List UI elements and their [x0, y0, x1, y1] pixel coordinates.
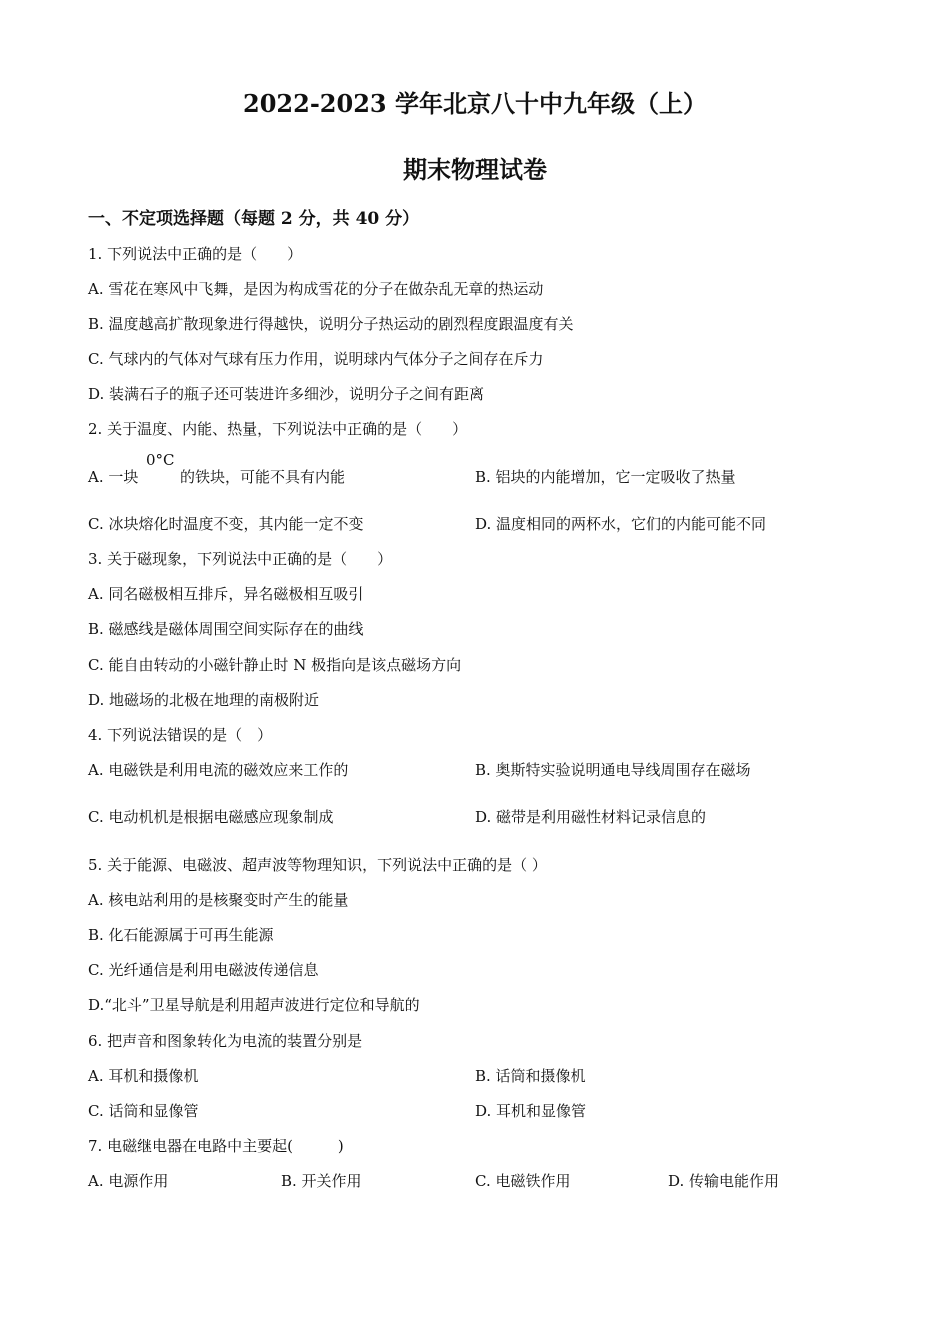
section-heading: 一、不定项选择题（每题 2 分，共 40 分） — [88, 209, 420, 229]
question-3-option-a: A. 同名磁极相互排斥，异名磁极相互吸引 — [88, 585, 364, 603]
question-3-option-b: B. 磁感线是磁体周围空间实际存在的曲线 — [88, 620, 364, 638]
question-2-stem: 2. 关于温度、内能、热量，下列说法中正确的是（ ） — [88, 420, 468, 438]
question-5-stem: 5. 关于能源、电磁波、超声波等物理知识，下列说法中正确的是（ ） — [88, 856, 547, 874]
question-1-option-a: A. 雪花在寒风中飞舞，是因为构成雪花的分子在做杂乱无章的热运动 — [88, 280, 544, 298]
question-7-option-a: A. 电源作用 — [88, 1172, 169, 1190]
question-5-option-d: D.“北斗”卫星导航是利用超声波进行定位和导航的 — [88, 996, 420, 1014]
question-3-stem: 3. 关于磁现象，下列说法中正确的是（ ） — [88, 550, 393, 568]
question-4-option-d: D. 磁带是利用磁性材料记录信息的 — [475, 808, 707, 826]
question-1-option-b: B. 温度越高扩散现象进行得越快，说明分子热运动的剧烈程度跟温度有关 — [88, 315, 574, 333]
question-5-option-b: B. 化石能源属于可再生能源 — [88, 926, 274, 944]
question-3-option-c: C. 能自由转动的小磁针静止时 N 极指向是该点磁场方向 — [88, 656, 462, 674]
question-7-option-b: B. 开关作用 — [281, 1172, 362, 1190]
question-2-option-a-suffix: 的铁块，可能不具有内能 — [180, 468, 346, 486]
question-5-option-a: A. 核电站利用的是核聚变时产生的能量 — [88, 891, 349, 909]
question-4-option-c: C. 电动机机是根据电磁感应现象制成 — [88, 808, 334, 826]
question-6-option-b: B. 话筒和摄像机 — [475, 1067, 586, 1085]
question-6-option-c: C. 话筒和显像管 — [88, 1102, 199, 1120]
question-3-option-d: D. 地磁场的北极在地理的南极附近 — [88, 691, 320, 709]
question-1-option-c: C. 气球内的气体对气球有压力作用，说明球内气体分子之间存在斥力 — [88, 350, 544, 368]
question-1-option-d: D. 装满石子的瓶子还可装进许多细沙，说明分子之间有距离 — [88, 385, 485, 403]
question-7-option-c: C. 电磁铁作用 — [475, 1172, 571, 1190]
question-5-option-c: C. 光纤通信是利用电磁波传递信息 — [88, 961, 319, 979]
temperature-symbol: 0°C — [146, 451, 175, 469]
question-2-option-b: B. 铝块的内能增加，它一定吸收了热量 — [475, 468, 736, 486]
question-7-option-d: D. 传输电能作用 — [668, 1172, 780, 1190]
question-2-option-a-prefix: A. 一块 — [88, 468, 139, 486]
question-4-option-b: B. 奥斯特实验说明通电导线周围存在磁场 — [475, 761, 751, 779]
question-4-option-a: A. 电磁铁是利用电流的磁效应来工作的 — [88, 761, 349, 779]
exam-subtitle: 期末物理试卷 — [403, 155, 547, 184]
question-7-stem: 7. 电磁继电器在电路中主要起( ) — [88, 1137, 344, 1155]
question-6-option-d: D. 耳机和显像管 — [475, 1102, 587, 1120]
question-1-stem: 1. 下列说法中正确的是（ ） — [88, 245, 303, 263]
question-4-stem: 4. 下列说法错误的是（ ） — [88, 726, 273, 744]
question-6-stem: 6. 把声音和图象转化为电流的装置分别是 — [88, 1032, 363, 1050]
question-6-option-a: A. 耳机和摄像机 — [88, 1067, 199, 1085]
question-2-option-d: D. 温度相同的两杯水，它们的内能可能不同 — [475, 515, 767, 533]
question-2-option-c: C. 冰块熔化时温度不变，其内能一定不变 — [88, 515, 364, 533]
exam-title: 2022-2023 学年北京八十中九年级（上） — [243, 89, 707, 118]
